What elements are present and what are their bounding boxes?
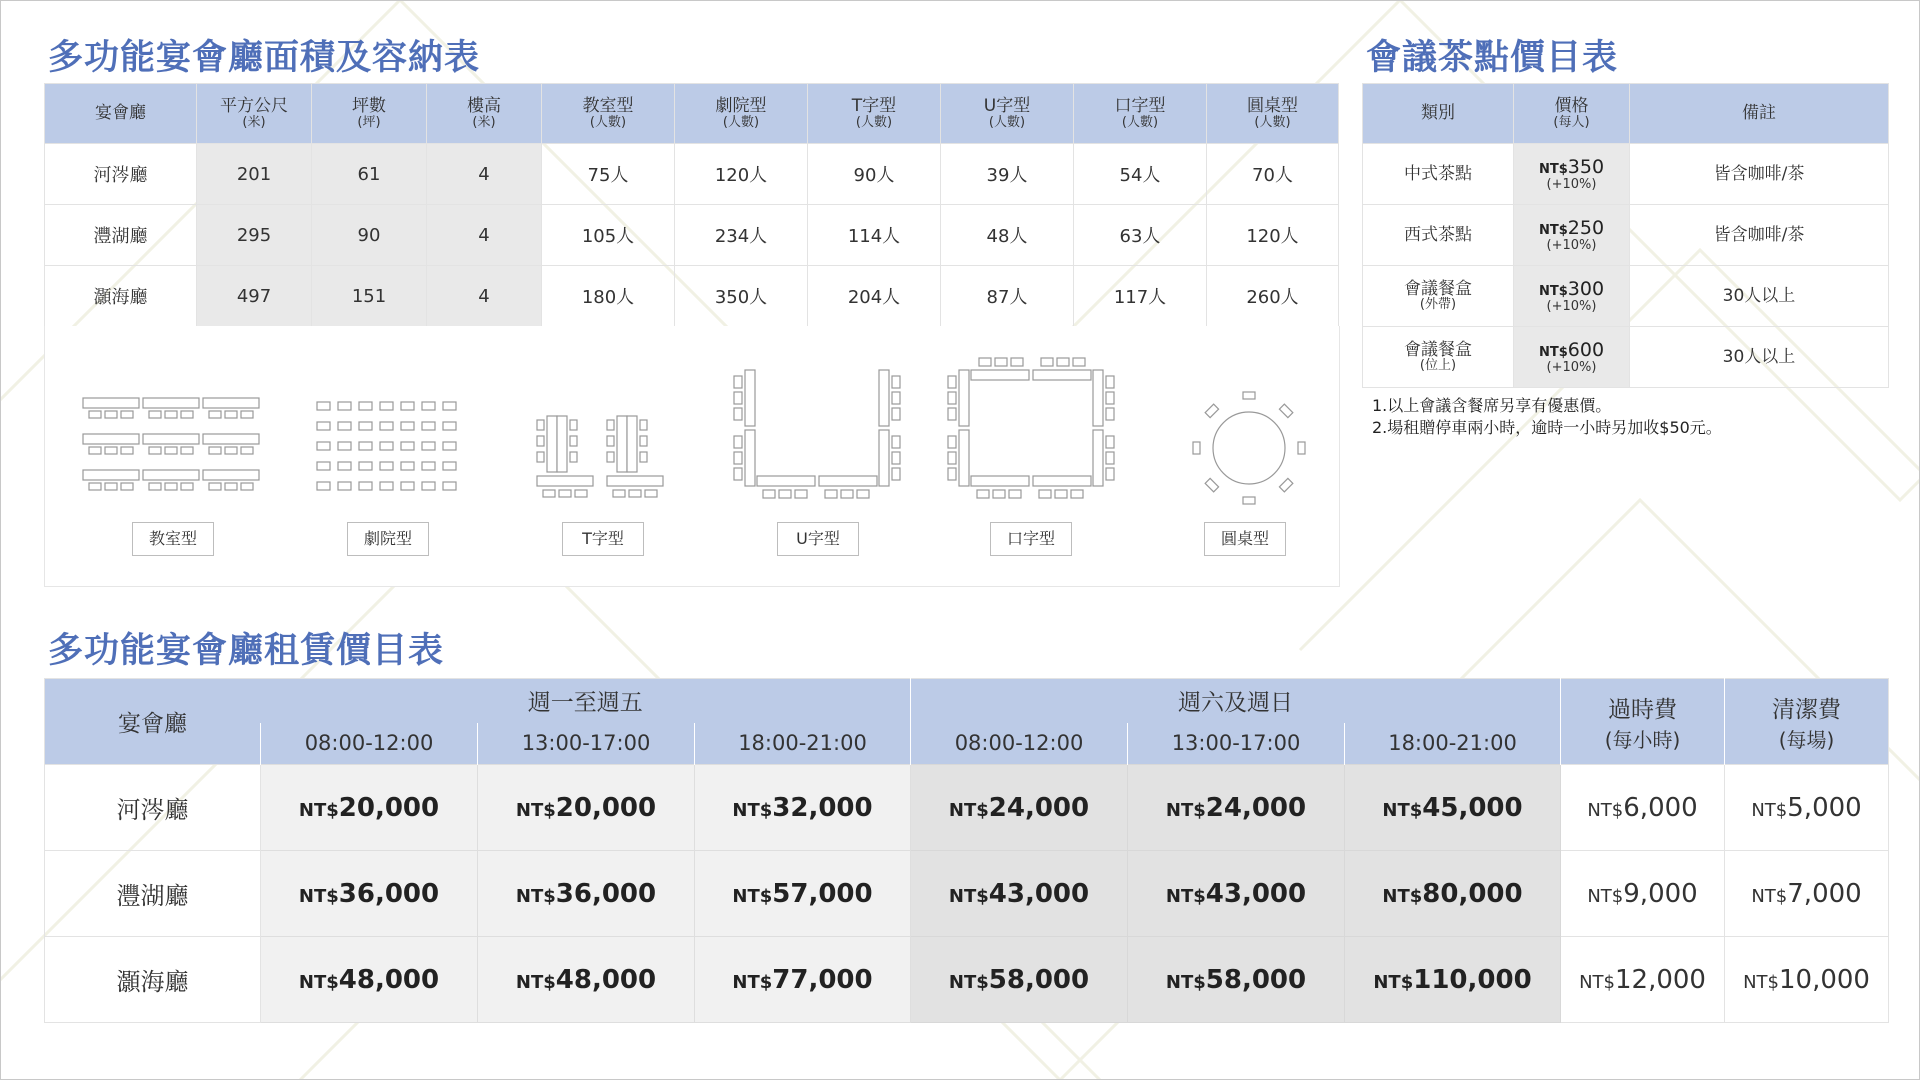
price-value: 110,000 (1413, 964, 1532, 995)
hall-name: 河涔廳 (45, 765, 261, 851)
tea-note-cell (1630, 205, 1889, 266)
currency-label: NT$ (1587, 885, 1624, 907)
tea-note: 皆含咖啡/茶 (1713, 224, 1805, 245)
tea-header-row (1363, 84, 1889, 144)
classroom-cell: 105人 (542, 205, 675, 266)
time-slot: 08:00-12:00 (261, 723, 478, 765)
capacity-header-row (45, 84, 1339, 144)
header-sublabel: (人數) (988, 114, 1026, 130)
header-label: 平方公尺 (220, 96, 288, 116)
tea-price-cell (1514, 327, 1630, 388)
cleaning-cell (1725, 765, 1889, 851)
header-label: 教室型 (582, 96, 634, 116)
rental-header-row (45, 679, 1889, 723)
tea-tax: (+10%) (1546, 298, 1597, 314)
capacity-header-banquet (1207, 84, 1339, 144)
currency-label: NT$ (1165, 799, 1206, 821)
header-label: U字型 (983, 96, 1031, 116)
price-value: 43,000 (1205, 878, 1307, 909)
t-shape-cell: 90人 (808, 144, 941, 205)
time-slot: 08:00-12:00 (911, 723, 1128, 765)
table-row (45, 205, 1339, 266)
price-cell (1128, 937, 1345, 1023)
hall-name: 灃湖廳 (45, 205, 197, 266)
price-cell (261, 937, 478, 1023)
banquet-cell: 120人 (1207, 205, 1339, 266)
price-value: 43,000 (988, 878, 1090, 909)
banquet-cell: 260人 (1207, 266, 1339, 327)
currency-label: NT$ (1373, 971, 1414, 993)
currency-label: NT$ (1538, 344, 1568, 360)
tea-tax: (+10%) (1546, 237, 1597, 253)
header-sublabel: (每小時) (1604, 727, 1681, 752)
time-slot: 18:00-21:00 (695, 723, 911, 765)
overtime-cell (1561, 851, 1725, 937)
overtime-value: 6,000 (1623, 792, 1698, 823)
currency-label: NT$ (948, 799, 989, 821)
capacity-header-classroom (542, 84, 675, 144)
currency-label: NT$ (1751, 885, 1788, 907)
capacity-header-t-shape (808, 84, 941, 144)
capacity-header-sqm (197, 84, 312, 144)
tea-note-line: 2.場租贈停車兩小時，逾時一小時另加收$50元。 (1372, 418, 1722, 437)
header-label: 備註 (1742, 103, 1776, 124)
header-label: 價格 (1554, 96, 1589, 116)
price-value: 45,000 (1422, 792, 1523, 823)
table-row (45, 266, 1339, 327)
sqm-cell: 295 (197, 205, 312, 266)
tea-note-cell (1630, 266, 1889, 327)
price-cell (695, 851, 911, 937)
overtime-cell (1561, 765, 1725, 851)
tea-header-price (1514, 84, 1630, 144)
currency-label: NT$ (1382, 799, 1423, 821)
price-value: 48,000 (555, 964, 657, 995)
price-cell (695, 765, 911, 851)
currency-label: NT$ (948, 971, 989, 993)
capacity-title: 多功能宴會廳面積及容納表 (48, 38, 481, 78)
price-value: 20,000 (338, 792, 440, 823)
price-cell (1345, 765, 1561, 851)
price-value: 24,000 (988, 792, 1090, 823)
currency-label: NT$ (1538, 283, 1568, 299)
cleaning-cell (1725, 851, 1889, 937)
tea-table (1362, 83, 1889, 388)
theater-layout-icon (315, 400, 465, 496)
hall-name: 灝海廳 (45, 937, 261, 1023)
rental-header-cleaning (1725, 679, 1889, 765)
price-cell (911, 937, 1128, 1023)
currency-label: NT$ (1165, 885, 1206, 907)
table-row (1363, 205, 1889, 266)
tea-note-cell (1630, 144, 1889, 205)
price-cell (261, 765, 478, 851)
theater-label: 劇院型 (347, 522, 429, 556)
currency-label: NT$ (1579, 971, 1615, 993)
u-shape-label: U字型 (777, 522, 859, 556)
price-value: 36,000 (338, 878, 440, 909)
height-cell: 4 (427, 205, 542, 266)
header-label: T字型 (851, 96, 897, 116)
capacity-header-theater (675, 84, 808, 144)
height-cell: 4 (427, 266, 542, 327)
seating-layout-panel (44, 326, 1340, 587)
header-sublabel: (人數) (1121, 114, 1159, 130)
u-shape-layout-icon (731, 368, 911, 508)
currency-label: NT$ (1751, 799, 1788, 821)
header-label: 過時費 (1608, 696, 1678, 723)
currency-label: NT$ (515, 799, 556, 821)
overtime-value: 9,000 (1623, 878, 1698, 909)
height-cell: 4 (427, 144, 542, 205)
tea-category: 會議餐盒 (1404, 278, 1472, 299)
classroom-cell: 75人 (542, 144, 675, 205)
hollow-square-cell: 54人 (1074, 144, 1207, 205)
capacity-header-u-shape (941, 84, 1074, 144)
capacity-header-hollow-square (1074, 84, 1207, 144)
header-sublabel: (人數) (855, 114, 893, 130)
tea-title: 會議茶點價目表 (1366, 38, 1619, 78)
classroom-label: 教室型 (132, 522, 214, 556)
ping-cell: 61 (312, 144, 427, 205)
tea-header-category (1363, 84, 1514, 144)
price-cell (478, 765, 695, 851)
cleaning-value: 10,000 (1779, 964, 1870, 995)
price-cell (261, 851, 478, 937)
cleaning-cell (1725, 937, 1889, 1023)
t-shape-cell: 114人 (808, 205, 941, 266)
currency-label: NT$ (1538, 222, 1568, 238)
header-label: 圓桌型 (1247, 96, 1298, 116)
header-sublabel: (人數) (1254, 114, 1291, 130)
table-row (45, 851, 1889, 937)
ping-cell: 90 (312, 205, 427, 266)
u-shape-cell: 39人 (941, 144, 1074, 205)
currency-label: NT$ (732, 885, 773, 907)
header-sublabel: (人數) (589, 114, 627, 130)
price-value: 58,000 (988, 964, 1090, 995)
cleaning-value: 5,000 (1787, 792, 1862, 823)
sqm-cell: 497 (197, 266, 312, 327)
tea-price-cell (1514, 144, 1630, 205)
sqm-cell: 201 (197, 144, 312, 205)
header-sublabel: (人數) (722, 114, 760, 130)
hall-name: 河涔廳 (45, 144, 197, 205)
currency-label: NT$ (515, 885, 556, 907)
capacity-header-height (427, 84, 542, 144)
tea-header-note (1630, 84, 1889, 144)
currency-label: NT$ (298, 799, 339, 821)
tea-note: 30人以上 (1722, 346, 1796, 367)
rental-header-overtime (1561, 679, 1725, 765)
tea-category-cell (1363, 205, 1514, 266)
tea-tax: (+10%) (1546, 359, 1597, 375)
u-shape-cell: 48人 (941, 205, 1074, 266)
price-value: 48,000 (338, 964, 440, 995)
hollow-square-layout-icon (945, 356, 1125, 510)
price-cell (1345, 851, 1561, 937)
rental-header-weekday: 週一至週五 (261, 679, 911, 723)
tea-price: 600 (1567, 338, 1605, 361)
table-row (45, 144, 1339, 205)
price-value: 36,000 (555, 878, 657, 909)
header-label: 口字型 (1114, 96, 1166, 116)
tea-tax: (+10%) (1546, 176, 1597, 192)
tea-category-sub: (位上) (1419, 358, 1457, 374)
banquet-cell: 70人 (1207, 144, 1339, 205)
tea-note: 皆含咖啡/茶 (1713, 163, 1805, 184)
price-value: 58,000 (1205, 964, 1307, 995)
hollow-square-label: 口字型 (990, 522, 1072, 556)
tea-price: 300 (1567, 277, 1605, 300)
tea-price: 350 (1567, 155, 1605, 178)
banquet-layout-icon (1191, 390, 1307, 506)
tea-category-cell (1363, 327, 1514, 388)
theater-cell: 120人 (675, 144, 808, 205)
header-label: 樓高 (467, 96, 501, 116)
overtime-value: 12,000 (1615, 964, 1706, 995)
header-sublabel: (米) (472, 114, 496, 130)
tea-note-cell (1630, 327, 1889, 388)
currency-label: NT$ (515, 971, 556, 993)
capacity-table (44, 83, 1339, 327)
banquet-label: 圓桌型 (1204, 522, 1286, 556)
price-cell (1128, 765, 1345, 851)
price-cell (695, 937, 911, 1023)
currency-label: NT$ (1165, 971, 1206, 993)
capacity-header-hall (45, 84, 197, 144)
rental-table (44, 678, 1889, 1023)
classroom-cell: 180人 (542, 266, 675, 327)
hall-name: 灃湖廳 (45, 851, 261, 937)
currency-label: NT$ (732, 971, 773, 993)
table-row (1363, 266, 1889, 327)
table-row (45, 937, 1889, 1023)
header-label: 類別 (1421, 103, 1455, 124)
header-sublabel: (米) (242, 114, 266, 130)
table-row (45, 765, 1889, 851)
tea-note: 30人以上 (1722, 285, 1796, 306)
tea-category: 會議餐盒 (1404, 339, 1472, 360)
theater-cell: 350人 (675, 266, 808, 327)
price-value: 20,000 (555, 792, 657, 823)
theater-cell: 234人 (675, 205, 808, 266)
time-slot: 13:00-17:00 (478, 723, 695, 765)
tea-category-sub: (外帶) (1419, 297, 1457, 313)
hall-name: 灝海廳 (45, 266, 197, 327)
header-sublabel: (坪) (357, 114, 381, 130)
currency-label: NT$ (732, 799, 773, 821)
header-label: 清潔費 (1772, 696, 1842, 723)
price-cell (911, 851, 1128, 937)
header-label: 劇院型 (715, 96, 767, 116)
u-shape-cell: 87人 (941, 266, 1074, 327)
tea-note-line: 1.以上會議含餐席另享有優惠價。 (1372, 396, 1612, 415)
price-value: 57,000 (772, 878, 873, 909)
currency-label: NT$ (1538, 161, 1568, 177)
currency-label: NT$ (1382, 885, 1423, 907)
rental-header-hall: 宴會廳 (45, 679, 261, 765)
price-cell (911, 765, 1128, 851)
price-cell (478, 937, 695, 1023)
tea-category: 中式茶點 (1404, 163, 1472, 184)
currency-label: NT$ (1743, 971, 1779, 993)
t-shape-layout-icon (535, 414, 675, 504)
classroom-layout-icon (81, 396, 265, 500)
tea-category-cell (1363, 266, 1514, 327)
price-cell (1345, 937, 1561, 1023)
header-label: 宴會廳 (95, 103, 146, 124)
rental-title: 多功能宴會廳租賃價目表 (48, 631, 445, 671)
tea-category: 西式茶點 (1404, 224, 1472, 245)
tea-price-cell (1514, 205, 1630, 266)
tea-price: 250 (1567, 216, 1605, 239)
t-shape-cell: 204人 (808, 266, 941, 327)
header-label: 坪數 (352, 96, 386, 116)
tea-notes (1372, 395, 1722, 439)
table-row (1363, 144, 1889, 205)
tea-price-cell (1514, 266, 1630, 327)
price-cell (1128, 851, 1345, 937)
cleaning-value: 7,000 (1787, 878, 1862, 909)
time-slot: 13:00-17:00 (1128, 723, 1345, 765)
capacity-header-ping (312, 84, 427, 144)
currency-label: NT$ (948, 885, 989, 907)
currency-label: NT$ (298, 885, 339, 907)
price-value: 80,000 (1422, 878, 1523, 909)
rental-header-weekend: 週六及週日 (911, 679, 1561, 723)
price-cell (478, 851, 695, 937)
currency-label: NT$ (298, 971, 339, 993)
t-shape-label: T字型 (562, 522, 644, 556)
price-value: 77,000 (772, 964, 873, 995)
hollow-square-cell: 117人 (1074, 266, 1207, 327)
currency-label: NT$ (1587, 799, 1624, 821)
header-sublabel: (每人) (1553, 114, 1590, 130)
table-row (1363, 327, 1889, 388)
price-value: 32,000 (772, 792, 873, 823)
hollow-square-cell: 63人 (1074, 205, 1207, 266)
header-sublabel: (每場) (1778, 727, 1835, 752)
tea-category-cell (1363, 144, 1514, 205)
time-slot: 18:00-21:00 (1345, 723, 1561, 765)
price-value: 24,000 (1205, 792, 1307, 823)
ping-cell: 151 (312, 266, 427, 327)
overtime-cell (1561, 937, 1725, 1023)
